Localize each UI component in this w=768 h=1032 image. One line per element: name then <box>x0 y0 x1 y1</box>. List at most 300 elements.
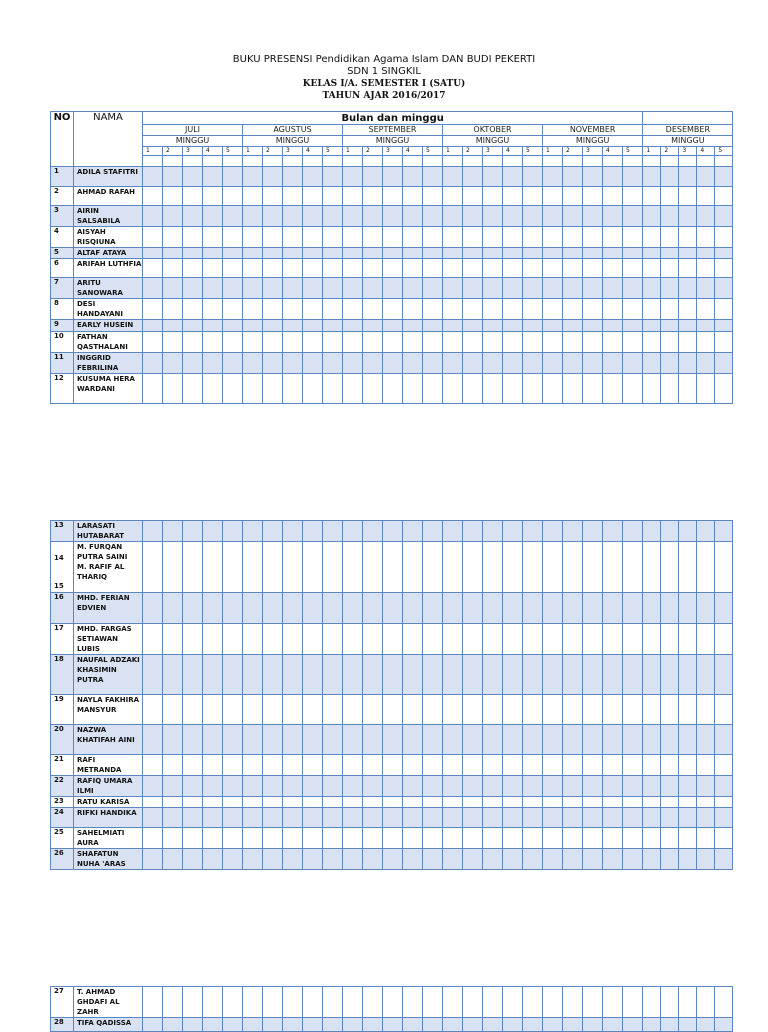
attendance-cell[interactable] <box>679 248 697 259</box>
attendance-cell[interactable] <box>563 332 583 353</box>
attendance-cell[interactable] <box>183 278 203 299</box>
attendance-cell[interactable] <box>223 299 243 320</box>
attendance-cell[interactable] <box>143 755 163 776</box>
attendance-cell[interactable] <box>463 248 483 259</box>
attendance-cell[interactable] <box>303 227 323 248</box>
attendance-cell[interactable] <box>163 1018 183 1032</box>
attendance-cell[interactable] <box>203 987 223 1018</box>
attendance-cell[interactable] <box>463 320 483 332</box>
attendance-cell[interactable] <box>583 725 603 755</box>
attendance-cell[interactable] <box>697 320 715 332</box>
attendance-cell[interactable] <box>323 206 343 227</box>
attendance-cell[interactable] <box>583 755 603 776</box>
attendance-cell[interactable] <box>503 624 523 655</box>
attendance-cell[interactable] <box>661 320 679 332</box>
attendance-cell[interactable] <box>343 655 363 695</box>
attendance-cell[interactable] <box>143 206 163 227</box>
attendance-cell[interactable] <box>543 278 563 299</box>
attendance-cell[interactable] <box>143 776 163 797</box>
attendance-cell[interactable] <box>303 808 323 828</box>
attendance-cell[interactable] <box>463 374 483 404</box>
attendance-cell[interactable] <box>283 248 303 259</box>
attendance-cell[interactable] <box>483 320 503 332</box>
attendance-cell[interactable] <box>203 374 223 404</box>
attendance-cell[interactable] <box>163 521 183 542</box>
attendance-cell[interactable] <box>143 227 163 248</box>
attendance-cell[interactable] <box>403 332 423 353</box>
attendance-cell[interactable] <box>679 206 697 227</box>
attendance-cell[interactable] <box>661 725 679 755</box>
attendance-cell[interactable] <box>483 725 503 755</box>
attendance-cell[interactable] <box>163 655 183 695</box>
attendance-cell[interactable] <box>323 353 343 374</box>
attendance-cell[interactable] <box>715 374 733 404</box>
attendance-cell[interactable] <box>303 206 323 227</box>
attendance-cell[interactable] <box>423 521 443 542</box>
attendance-cell[interactable] <box>383 521 403 542</box>
attendance-cell[interactable] <box>263 624 283 655</box>
attendance-cell[interactable] <box>543 849 563 870</box>
attendance-cell[interactable] <box>283 332 303 353</box>
attendance-cell[interactable] <box>623 332 643 353</box>
attendance-cell[interactable] <box>283 725 303 755</box>
attendance-cell[interactable] <box>263 259 283 278</box>
attendance-cell[interactable] <box>443 332 463 353</box>
attendance-cell[interactable] <box>263 248 283 259</box>
attendance-cell[interactable] <box>283 259 303 278</box>
attendance-cell[interactable] <box>143 1018 163 1032</box>
attendance-cell[interactable] <box>183 332 203 353</box>
attendance-cell[interactable] <box>423 828 443 849</box>
attendance-cell[interactable] <box>163 624 183 655</box>
attendance-cell[interactable] <box>463 695 483 725</box>
attendance-cell[interactable] <box>643 593 661 624</box>
attendance-cell[interactable] <box>503 655 523 695</box>
attendance-cell[interactable] <box>643 206 661 227</box>
attendance-cell[interactable] <box>223 521 243 542</box>
attendance-cell[interactable] <box>183 849 203 870</box>
attendance-cell[interactable] <box>423 353 443 374</box>
attendance-cell[interactable] <box>643 695 661 725</box>
attendance-cell[interactable] <box>697 808 715 828</box>
attendance-cell[interactable] <box>623 695 643 725</box>
attendance-cell[interactable] <box>343 353 363 374</box>
attendance-cell[interactable] <box>603 206 623 227</box>
attendance-cell[interactable] <box>503 695 523 725</box>
attendance-cell[interactable] <box>283 987 303 1018</box>
attendance-cell[interactable] <box>243 849 263 870</box>
attendance-cell[interactable] <box>443 227 463 248</box>
attendance-cell[interactable] <box>243 593 263 624</box>
attendance-cell[interactable] <box>715 353 733 374</box>
attendance-cell[interactable] <box>363 987 383 1018</box>
attendance-cell[interactable] <box>363 593 383 624</box>
attendance-cell[interactable] <box>383 167 403 187</box>
attendance-cell[interactable] <box>697 187 715 206</box>
attendance-cell[interactable] <box>243 695 263 725</box>
attendance-cell[interactable] <box>163 695 183 725</box>
attendance-cell[interactable] <box>679 755 697 776</box>
attendance-cell[interactable] <box>715 797 733 808</box>
attendance-cell[interactable] <box>679 521 697 542</box>
attendance-cell[interactable] <box>303 797 323 808</box>
attendance-cell[interactable] <box>543 797 563 808</box>
attendance-cell[interactable] <box>563 849 583 870</box>
attendance-cell[interactable] <box>583 374 603 404</box>
attendance-cell[interactable] <box>715 299 733 320</box>
attendance-cell[interactable] <box>523 828 543 849</box>
attendance-cell[interactable] <box>223 655 243 695</box>
attendance-cell[interactable] <box>643 1018 661 1032</box>
attendance-cell[interactable] <box>483 167 503 187</box>
attendance-cell[interactable] <box>583 776 603 797</box>
attendance-cell[interactable] <box>143 797 163 808</box>
attendance-cell[interactable] <box>543 353 563 374</box>
attendance-cell[interactable] <box>163 206 183 227</box>
attendance-cell[interactable] <box>243 167 263 187</box>
attendance-cell[interactable] <box>143 521 163 542</box>
attendance-cell[interactable] <box>483 542 503 593</box>
attendance-cell[interactable] <box>323 593 343 624</box>
attendance-cell[interactable] <box>543 776 563 797</box>
attendance-cell[interactable] <box>243 521 263 542</box>
attendance-cell[interactable] <box>523 227 543 248</box>
attendance-cell[interactable] <box>715 849 733 870</box>
attendance-cell[interactable] <box>697 695 715 725</box>
attendance-cell[interactable] <box>363 695 383 725</box>
attendance-cell[interactable] <box>383 248 403 259</box>
attendance-cell[interactable] <box>679 695 697 725</box>
attendance-cell[interactable] <box>603 299 623 320</box>
attendance-cell[interactable] <box>163 849 183 870</box>
attendance-cell[interactable] <box>697 542 715 593</box>
attendance-cell[interactable] <box>603 593 623 624</box>
attendance-cell[interactable] <box>323 278 343 299</box>
attendance-cell[interactable] <box>183 776 203 797</box>
attendance-cell[interactable] <box>243 755 263 776</box>
attendance-cell[interactable] <box>423 776 443 797</box>
attendance-cell[interactable] <box>363 374 383 404</box>
attendance-cell[interactable] <box>463 593 483 624</box>
attendance-cell[interactable] <box>661 776 679 797</box>
attendance-cell[interactable] <box>583 187 603 206</box>
attendance-cell[interactable] <box>343 797 363 808</box>
attendance-cell[interactable] <box>697 987 715 1018</box>
attendance-cell[interactable] <box>583 1018 603 1032</box>
attendance-cell[interactable] <box>715 655 733 695</box>
attendance-cell[interactable] <box>503 828 523 849</box>
attendance-cell[interactable] <box>679 1018 697 1032</box>
attendance-cell[interactable] <box>383 332 403 353</box>
attendance-cell[interactable] <box>403 320 423 332</box>
attendance-cell[interactable] <box>661 259 679 278</box>
attendance-cell[interactable] <box>183 1018 203 1032</box>
attendance-cell[interactable] <box>423 593 443 624</box>
attendance-cell[interactable] <box>343 374 363 404</box>
attendance-cell[interactable] <box>483 755 503 776</box>
attendance-cell[interactable] <box>263 593 283 624</box>
attendance-cell[interactable] <box>203 278 223 299</box>
attendance-cell[interactable] <box>661 521 679 542</box>
attendance-cell[interactable] <box>603 542 623 593</box>
attendance-cell[interactable] <box>543 227 563 248</box>
attendance-cell[interactable] <box>443 248 463 259</box>
attendance-cell[interactable] <box>183 987 203 1018</box>
attendance-cell[interactable] <box>543 755 563 776</box>
attendance-cell[interactable] <box>523 187 543 206</box>
attendance-cell[interactable] <box>423 755 443 776</box>
attendance-cell[interactable] <box>203 655 223 695</box>
attendance-cell[interactable] <box>423 206 443 227</box>
attendance-cell[interactable] <box>143 374 163 404</box>
attendance-cell[interactable] <box>323 248 343 259</box>
attendance-cell[interactable] <box>503 521 523 542</box>
attendance-cell[interactable] <box>143 695 163 725</box>
attendance-cell[interactable] <box>661 987 679 1018</box>
attendance-cell[interactable] <box>679 320 697 332</box>
attendance-cell[interactable] <box>383 206 403 227</box>
attendance-cell[interactable] <box>697 259 715 278</box>
attendance-cell[interactable] <box>323 624 343 655</box>
attendance-cell[interactable] <box>463 624 483 655</box>
attendance-cell[interactable] <box>679 987 697 1018</box>
attendance-cell[interactable] <box>323 776 343 797</box>
attendance-cell[interactable] <box>583 797 603 808</box>
attendance-cell[interactable] <box>679 278 697 299</box>
attendance-cell[interactable] <box>143 187 163 206</box>
attendance-cell[interactable] <box>523 1018 543 1032</box>
attendance-cell[interactable] <box>203 206 223 227</box>
attendance-cell[interactable] <box>303 521 323 542</box>
attendance-cell[interactable] <box>143 278 163 299</box>
attendance-cell[interactable] <box>679 542 697 593</box>
attendance-cell[interactable] <box>463 206 483 227</box>
attendance-cell[interactable] <box>303 755 323 776</box>
attendance-cell[interactable] <box>403 695 423 725</box>
attendance-cell[interactable] <box>443 374 463 404</box>
attendance-cell[interactable] <box>303 593 323 624</box>
attendance-cell[interactable] <box>203 187 223 206</box>
attendance-cell[interactable] <box>443 542 463 593</box>
attendance-cell[interactable] <box>583 655 603 695</box>
attendance-cell[interactable] <box>143 299 163 320</box>
attendance-cell[interactable] <box>643 248 661 259</box>
attendance-cell[interactable] <box>363 776 383 797</box>
attendance-cell[interactable] <box>715 227 733 248</box>
attendance-cell[interactable] <box>403 542 423 593</box>
attendance-cell[interactable] <box>563 828 583 849</box>
attendance-cell[interactable] <box>643 259 661 278</box>
attendance-cell[interactable] <box>697 299 715 320</box>
attendance-cell[interactable] <box>303 332 323 353</box>
attendance-cell[interactable] <box>503 299 523 320</box>
attendance-cell[interactable] <box>423 808 443 828</box>
attendance-cell[interactable] <box>563 299 583 320</box>
attendance-cell[interactable] <box>423 542 443 593</box>
attendance-cell[interactable] <box>483 206 503 227</box>
attendance-cell[interactable] <box>543 593 563 624</box>
attendance-cell[interactable] <box>223 259 243 278</box>
attendance-cell[interactable] <box>483 332 503 353</box>
attendance-cell[interactable] <box>323 1018 343 1032</box>
attendance-cell[interactable] <box>323 167 343 187</box>
attendance-cell[interactable] <box>143 248 163 259</box>
attendance-cell[interactable] <box>283 755 303 776</box>
attendance-cell[interactable] <box>643 808 661 828</box>
attendance-cell[interactable] <box>203 593 223 624</box>
attendance-cell[interactable] <box>163 725 183 755</box>
attendance-cell[interactable] <box>403 593 423 624</box>
attendance-cell[interactable] <box>697 725 715 755</box>
attendance-cell[interactable] <box>263 278 283 299</box>
attendance-cell[interactable] <box>223 755 243 776</box>
attendance-cell[interactable] <box>283 1018 303 1032</box>
attendance-cell[interactable] <box>323 725 343 755</box>
attendance-cell[interactable] <box>203 353 223 374</box>
attendance-cell[interactable] <box>443 278 463 299</box>
attendance-cell[interactable] <box>661 187 679 206</box>
attendance-cell[interactable] <box>203 299 223 320</box>
attendance-cell[interactable] <box>283 776 303 797</box>
attendance-cell[interactable] <box>243 624 263 655</box>
attendance-cell[interactable] <box>443 259 463 278</box>
attendance-cell[interactable] <box>303 278 323 299</box>
attendance-cell[interactable] <box>283 278 303 299</box>
attendance-cell[interactable] <box>463 227 483 248</box>
attendance-cell[interactable] <box>523 521 543 542</box>
attendance-cell[interactable] <box>679 332 697 353</box>
attendance-cell[interactable] <box>463 808 483 828</box>
attendance-cell[interactable] <box>343 227 363 248</box>
attendance-cell[interactable] <box>643 374 661 404</box>
attendance-cell[interactable] <box>603 187 623 206</box>
attendance-cell[interactable] <box>679 167 697 187</box>
attendance-cell[interactable] <box>223 828 243 849</box>
attendance-cell[interactable] <box>563 797 583 808</box>
attendance-cell[interactable] <box>363 259 383 278</box>
attendance-cell[interactable] <box>203 849 223 870</box>
attendance-cell[interactable] <box>523 167 543 187</box>
attendance-cell[interactable] <box>423 248 443 259</box>
attendance-cell[interactable] <box>223 206 243 227</box>
attendance-cell[interactable] <box>715 695 733 725</box>
attendance-cell[interactable] <box>503 206 523 227</box>
attendance-cell[interactable] <box>583 521 603 542</box>
attendance-cell[interactable] <box>563 655 583 695</box>
attendance-cell[interactable] <box>715 259 733 278</box>
attendance-cell[interactable] <box>403 624 423 655</box>
attendance-cell[interactable] <box>243 353 263 374</box>
attendance-cell[interactable] <box>443 695 463 725</box>
attendance-cell[interactable] <box>203 828 223 849</box>
attendance-cell[interactable] <box>463 1018 483 1032</box>
attendance-cell[interactable] <box>583 259 603 278</box>
attendance-cell[interactable] <box>243 248 263 259</box>
attendance-cell[interactable] <box>303 1018 323 1032</box>
attendance-cell[interactable] <box>661 278 679 299</box>
attendance-cell[interactable] <box>443 655 463 695</box>
attendance-cell[interactable] <box>443 808 463 828</box>
attendance-cell[interactable] <box>463 542 483 593</box>
attendance-cell[interactable] <box>679 655 697 695</box>
attendance-cell[interactable] <box>283 828 303 849</box>
attendance-cell[interactable] <box>563 521 583 542</box>
attendance-cell[interactable] <box>303 248 323 259</box>
attendance-cell[interactable] <box>543 1018 563 1032</box>
attendance-cell[interactable] <box>183 695 203 725</box>
attendance-cell[interactable] <box>483 987 503 1018</box>
attendance-cell[interactable] <box>263 320 283 332</box>
attendance-cell[interactable] <box>283 299 303 320</box>
attendance-cell[interactable] <box>715 1018 733 1032</box>
attendance-cell[interactable] <box>679 259 697 278</box>
attendance-cell[interactable] <box>715 624 733 655</box>
attendance-cell[interactable] <box>143 987 163 1018</box>
attendance-cell[interactable] <box>323 808 343 828</box>
attendance-cell[interactable] <box>323 187 343 206</box>
attendance-cell[interactable] <box>283 521 303 542</box>
attendance-cell[interactable] <box>283 353 303 374</box>
attendance-cell[interactable] <box>623 521 643 542</box>
attendance-cell[interactable] <box>363 755 383 776</box>
attendance-cell[interactable] <box>263 808 283 828</box>
attendance-cell[interactable] <box>343 849 363 870</box>
attendance-cell[interactable] <box>661 849 679 870</box>
attendance-cell[interactable] <box>223 695 243 725</box>
attendance-cell[interactable] <box>697 332 715 353</box>
attendance-cell[interactable] <box>343 206 363 227</box>
attendance-cell[interactable] <box>443 167 463 187</box>
attendance-cell[interactable] <box>623 353 643 374</box>
attendance-cell[interactable] <box>503 725 523 755</box>
attendance-cell[interactable] <box>243 808 263 828</box>
attendance-cell[interactable] <box>661 353 679 374</box>
attendance-cell[interactable] <box>503 542 523 593</box>
attendance-cell[interactable] <box>183 593 203 624</box>
attendance-cell[interactable] <box>263 299 283 320</box>
attendance-cell[interactable] <box>463 755 483 776</box>
attendance-cell[interactable] <box>203 332 223 353</box>
attendance-cell[interactable] <box>283 206 303 227</box>
attendance-cell[interactable] <box>423 278 443 299</box>
attendance-cell[interactable] <box>679 725 697 755</box>
attendance-cell[interactable] <box>143 624 163 655</box>
attendance-cell[interactable] <box>383 187 403 206</box>
attendance-cell[interactable] <box>343 259 363 278</box>
attendance-cell[interactable] <box>661 797 679 808</box>
attendance-cell[interactable] <box>343 299 363 320</box>
attendance-cell[interactable] <box>183 259 203 278</box>
attendance-cell[interactable] <box>403 655 423 695</box>
attendance-cell[interactable] <box>203 725 223 755</box>
attendance-cell[interactable] <box>623 167 643 187</box>
attendance-cell[interactable] <box>423 374 443 404</box>
attendance-cell[interactable] <box>143 353 163 374</box>
attendance-cell[interactable] <box>715 521 733 542</box>
attendance-cell[interactable] <box>243 797 263 808</box>
attendance-cell[interactable] <box>563 167 583 187</box>
attendance-cell[interactable] <box>143 828 163 849</box>
attendance-cell[interactable] <box>163 353 183 374</box>
attendance-cell[interactable] <box>183 167 203 187</box>
attendance-cell[interactable] <box>423 167 443 187</box>
attendance-cell[interactable] <box>443 521 463 542</box>
attendance-cell[interactable] <box>463 521 483 542</box>
attendance-cell[interactable] <box>623 299 643 320</box>
attendance-cell[interactable] <box>715 725 733 755</box>
attendance-cell[interactable] <box>383 828 403 849</box>
attendance-cell[interactable] <box>563 206 583 227</box>
